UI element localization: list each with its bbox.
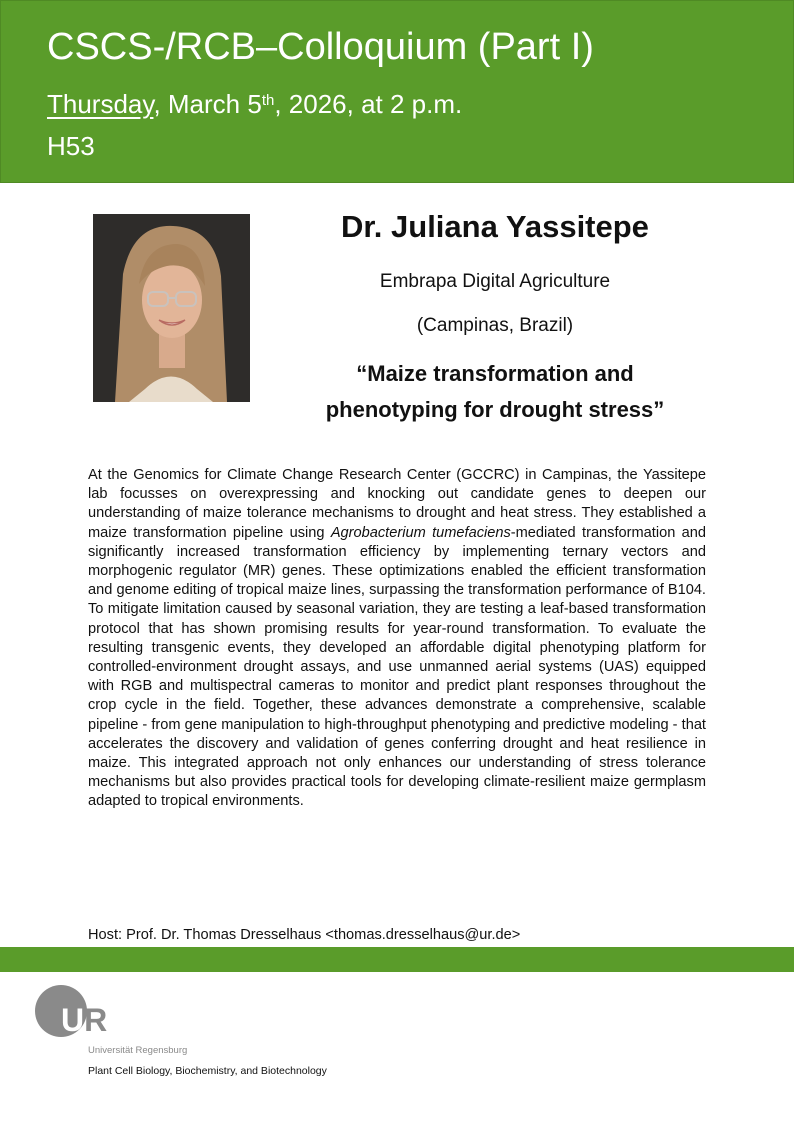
speaker-info bbox=[300, 206, 690, 428]
logo-letters: UR bbox=[61, 1002, 108, 1038]
event-day: Thursday bbox=[47, 89, 154, 119]
event-date bbox=[47, 87, 462, 121]
event-date-suffix: th bbox=[261, 92, 275, 109]
abstract-part-1: At the Genomics for Climate Change Research Center (GCCRC) in Campinas, the Yassitepe lab focusses on overexpressing and knocking out candidate genes to deepen our understanding of maize tolerance mechanisms to drought and heat stress. They established a maize transformation pipeline using bbox=[88, 467, 706, 541]
header-banner bbox=[0, 0, 794, 183]
speaker-photo bbox=[93, 214, 250, 402]
speaker-name: Dr. Juliana Yassitepe bbox=[341, 209, 649, 244]
speaker-location: (Campinas, Brazil) bbox=[416, 315, 574, 336]
talk-title-line-1: “Maize transformation and bbox=[356, 361, 634, 386]
host-info: Host: Prof. Dr. Thomas Dresselhaus <thomas.dresselhaus@ur.de> bbox=[88, 927, 521, 943]
event-date-rest: , 2026, at 2 p.m. bbox=[274, 89, 463, 119]
event-room: H53 bbox=[47, 131, 95, 161]
abstract-species: Agrobacterium tumefaciens bbox=[330, 524, 511, 541]
talk-title bbox=[300, 356, 690, 428]
talk-title-line-2: phenotyping for drought stress” bbox=[325, 397, 665, 422]
footer-bar bbox=[0, 947, 794, 972]
department-name: Plant Cell Biology, Biochemistry, and Biotechnology bbox=[88, 1065, 327, 1077]
abstract-part-2: -mediated transformation and significantly increased transformation efficiency by implementing ternary vectors and morphogenic regulator (MR) genes. These optimizations enabled the efficient transformation and genome editing of tropical maize lines, surpassing the transformation performance of B104. To mitigate limitation caused by seasonal variation, they are testing a leaf-based transformation protocol that has shown promising results for year-round transformation. To evaluate the resulting transgenic events, they developed an affordable digital phenotyping platform for controlled-environment drought assays, and use unmanned aerial systems (UAS) equipped with RGB and multispectral cameras to monitor and predict plant responses throughout the crop cycle in the field. Together, these advances demonstrate a comprehensive, scalable pipeline - from gene manipulation to high-throughput phenotyping and predictive modeling - that accelerates the discovery and validation of genes conferring drought and heat resilience in maize. This integrated approach not only enhances our understanding of stress tolerance mechanisms but also provides practical tools for developing climate-resilient maize germplasm adapted to tropical environments. bbox=[88, 524, 707, 810]
colloquium-title: CSCS-/RCB–Colloquium (Part I) bbox=[47, 26, 594, 68]
university-name: Universität Regensburg bbox=[88, 1045, 188, 1056]
talk-abstract bbox=[88, 466, 706, 812]
university-logo bbox=[34, 984, 124, 1040]
speaker-affiliation: Embrapa Digital Agriculture bbox=[379, 271, 611, 292]
event-date-main: , March 5 bbox=[153, 89, 262, 119]
